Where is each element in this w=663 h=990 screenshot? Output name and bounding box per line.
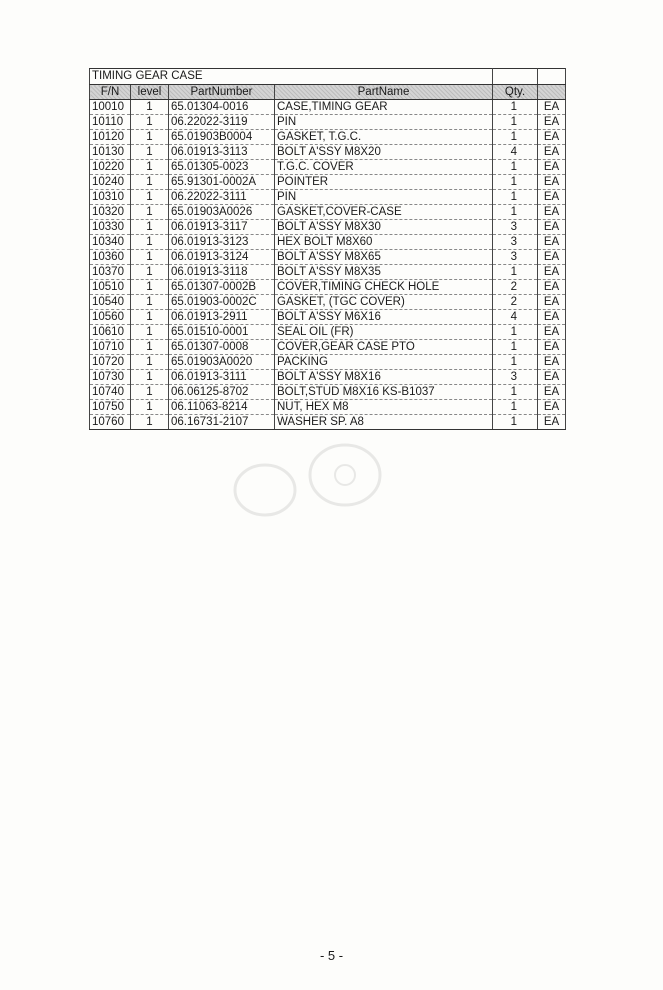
cell-partnumber: 06.22022-3111 xyxy=(169,190,275,205)
cell-fn: 10510 xyxy=(90,280,131,295)
cell-qty: 1 xyxy=(493,415,538,430)
cell-unit: EA xyxy=(538,385,566,400)
header-fn: F/N xyxy=(90,85,131,100)
cell-qty: 1 xyxy=(493,205,538,220)
cell-unit: EA xyxy=(538,415,566,430)
table-row xyxy=(90,115,566,130)
cell-partnumber: 65.01304-0016 xyxy=(169,100,275,115)
faint-background-drawing xyxy=(205,430,405,540)
cell-unit: EA xyxy=(538,160,566,175)
cell-level: 1 xyxy=(131,280,169,295)
cell-partnumber: 06.01913-3117 xyxy=(169,220,275,235)
cell-qty: 2 xyxy=(493,295,538,310)
cell-unit: EA xyxy=(538,310,566,325)
cell-partname: BOLT A'SSY M8X65 xyxy=(275,250,493,265)
cell-partnumber: 06.22022-3119 xyxy=(169,115,275,130)
cell-unit: EA xyxy=(538,205,566,220)
cell-partname: BOLT A'SSY M8X20 xyxy=(275,145,493,160)
cell-partname: BOLT A'SSY M8X16 xyxy=(275,370,493,385)
cell-qty: 1 xyxy=(493,115,538,130)
cell-qty: 3 xyxy=(493,250,538,265)
cell-fn: 10540 xyxy=(90,295,131,310)
cell-qty: 2 xyxy=(493,280,538,295)
table-row xyxy=(90,355,566,370)
title-blank-cell xyxy=(538,69,566,85)
cell-unit: EA xyxy=(538,250,566,265)
cell-unit: EA xyxy=(538,145,566,160)
cell-fn: 10330 xyxy=(90,220,131,235)
cell-qty: 1 xyxy=(493,175,538,190)
cell-partnumber: 06.16731-2107 xyxy=(169,415,275,430)
table-row xyxy=(90,220,566,235)
cell-qty: 4 xyxy=(493,145,538,160)
cell-partname: COVER,GEAR CASE PTO xyxy=(275,340,493,355)
cell-level: 1 xyxy=(131,250,169,265)
cell-level: 1 xyxy=(131,130,169,145)
cell-fn: 10320 xyxy=(90,205,131,220)
cell-qty: 1 xyxy=(493,130,538,145)
table-row xyxy=(90,130,566,145)
cell-fn: 10120 xyxy=(90,130,131,145)
cell-unit: EA xyxy=(538,400,566,415)
cell-unit: EA xyxy=(538,280,566,295)
table-row xyxy=(90,280,566,295)
table-row xyxy=(90,100,566,115)
cell-fn: 10750 xyxy=(90,400,131,415)
header-partname: PartName xyxy=(275,85,493,100)
cell-partnumber: 06.01913-3123 xyxy=(169,235,275,250)
table-row xyxy=(90,400,566,415)
table-row xyxy=(90,175,566,190)
cell-level: 1 xyxy=(131,190,169,205)
cell-level: 1 xyxy=(131,415,169,430)
cell-unit: EA xyxy=(538,220,566,235)
cell-unit: EA xyxy=(538,235,566,250)
cell-unit: EA xyxy=(538,265,566,280)
cell-qty: 1 xyxy=(493,325,538,340)
cell-fn: 10110 xyxy=(90,115,131,130)
cell-partnumber: 06.11063-8214 xyxy=(169,400,275,415)
cell-unit: EA xyxy=(538,295,566,310)
table-row xyxy=(90,265,566,280)
cell-fn: 10370 xyxy=(90,265,131,280)
table-row xyxy=(90,205,566,220)
table-row xyxy=(90,160,566,175)
cell-partname: GASKET, T.G.C. xyxy=(275,130,493,145)
cell-partnumber: 65.01510-0001 xyxy=(169,325,275,340)
table-row xyxy=(90,190,566,205)
cell-unit: EA xyxy=(538,355,566,370)
cell-partnumber: 06.01913-2911 xyxy=(169,310,275,325)
cell-qty: 1 xyxy=(493,190,538,205)
cell-level: 1 xyxy=(131,400,169,415)
cell-level: 1 xyxy=(131,370,169,385)
header-unit xyxy=(538,85,566,100)
cell-partname: T.G.C. COVER xyxy=(275,160,493,175)
cell-level: 1 xyxy=(131,325,169,340)
cell-fn: 10220 xyxy=(90,160,131,175)
cell-partname: PIN xyxy=(275,115,493,130)
cell-fn: 10710 xyxy=(90,340,131,355)
cell-partname: PACKING xyxy=(275,355,493,370)
cell-level: 1 xyxy=(131,265,169,280)
cell-level: 1 xyxy=(131,310,169,325)
cell-partnumber: 06.01913-3124 xyxy=(169,250,275,265)
cell-qty: 1 xyxy=(493,160,538,175)
header-level: level xyxy=(131,85,169,100)
cell-partname: COVER,TIMING CHECK HOLE xyxy=(275,280,493,295)
parts-table xyxy=(89,68,566,430)
cell-partnumber: 06.01913-3111 xyxy=(169,370,275,385)
cell-fn: 10130 xyxy=(90,145,131,160)
cell-partnumber: 65.01903A0020 xyxy=(169,355,275,370)
page-number: - 5 - xyxy=(319,948,344,963)
cell-qty: 3 xyxy=(493,220,538,235)
header-qty: Qty. xyxy=(493,85,538,100)
cell-fn: 10560 xyxy=(90,310,131,325)
table-row xyxy=(90,415,566,430)
cell-level: 1 xyxy=(131,355,169,370)
cell-partnumber: 06.01913-3118 xyxy=(169,265,275,280)
table-row xyxy=(90,340,566,355)
cell-unit: EA xyxy=(538,190,566,205)
cell-partname: POINTER xyxy=(275,175,493,190)
cell-qty: 4 xyxy=(493,310,538,325)
cell-partnumber: 06.01913-3113 xyxy=(169,145,275,160)
cell-fn: 10310 xyxy=(90,190,131,205)
cell-partnumber: 65.91301-0002A xyxy=(169,175,275,190)
header-partnumber: PartNumber xyxy=(169,85,275,100)
cell-level: 1 xyxy=(131,220,169,235)
cell-partname: CASE,TIMING GEAR xyxy=(275,100,493,115)
cell-level: 1 xyxy=(131,100,169,115)
cell-unit: EA xyxy=(538,115,566,130)
cell-qty: 1 xyxy=(493,265,538,280)
cell-fn: 10740 xyxy=(90,385,131,400)
cell-level: 1 xyxy=(131,160,169,175)
table-row xyxy=(90,310,566,325)
cell-level: 1 xyxy=(131,115,169,130)
cell-partnumber: 65.01307-0008 xyxy=(169,340,275,355)
cell-level: 1 xyxy=(131,175,169,190)
cell-partnumber: 65.01903B0004 xyxy=(169,130,275,145)
cell-level: 1 xyxy=(131,340,169,355)
cell-fn: 10610 xyxy=(90,325,131,340)
cell-partname: GASKET, (TGC COVER) xyxy=(275,295,493,310)
parts-list-sheet xyxy=(89,68,566,430)
cell-fn: 10360 xyxy=(90,250,131,265)
table-row xyxy=(90,295,566,310)
cell-fn: 10240 xyxy=(90,175,131,190)
cell-partname: GASKET,COVER-CASE xyxy=(275,205,493,220)
table-title: TIMING GEAR CASE xyxy=(90,69,493,85)
cell-partnumber: 06.06125-8702 xyxy=(169,385,275,400)
cell-level: 1 xyxy=(131,385,169,400)
cell-fn: 10760 xyxy=(90,415,131,430)
cell-unit: EA xyxy=(538,130,566,145)
cell-level: 1 xyxy=(131,235,169,250)
cell-qty: 1 xyxy=(493,100,538,115)
table-header-row xyxy=(90,85,566,100)
cell-unit: EA xyxy=(538,340,566,355)
table-row xyxy=(90,325,566,340)
table-row xyxy=(90,145,566,160)
cell-partnumber: 65.01307-0002B xyxy=(169,280,275,295)
cell-level: 1 xyxy=(131,145,169,160)
cell-partname: BOLT,STUD M8X16 KS-B1037 xyxy=(275,385,493,400)
cell-partname: WASHER SP. A8 xyxy=(275,415,493,430)
cell-unit: EA xyxy=(538,325,566,340)
cell-partname: PIN xyxy=(275,190,493,205)
cell-partnumber: 65.01903A0026 xyxy=(169,205,275,220)
cell-partname: SEAL OIL (FR) xyxy=(275,325,493,340)
title-blank-cell xyxy=(493,69,538,85)
table-row xyxy=(90,370,566,385)
cell-unit: EA xyxy=(538,100,566,115)
cell-fn: 10340 xyxy=(90,235,131,250)
cell-qty: 1 xyxy=(493,340,538,355)
table-row xyxy=(90,235,566,250)
cell-partname: NUT, HEX M8 xyxy=(275,400,493,415)
cell-qty: 1 xyxy=(493,400,538,415)
cell-qty: 1 xyxy=(493,385,538,400)
table-title-row xyxy=(90,69,566,85)
cell-partnumber: 65.01305-0023 xyxy=(169,160,275,175)
cell-partname: BOLT A'SSY M6X16 xyxy=(275,310,493,325)
cell-unit: EA xyxy=(538,370,566,385)
cell-fn: 10010 xyxy=(90,100,131,115)
table-row xyxy=(90,250,566,265)
cell-unit: EA xyxy=(538,175,566,190)
cell-partname: BOLT A'SSY M8X30 xyxy=(275,220,493,235)
cell-fn: 10720 xyxy=(90,355,131,370)
cell-partnumber: 65.01903-0002C xyxy=(169,295,275,310)
cell-fn: 10730 xyxy=(90,370,131,385)
cell-qty: 1 xyxy=(493,355,538,370)
table-row xyxy=(90,385,566,400)
cell-partname: HEX BOLT M8X60 xyxy=(275,235,493,250)
cell-level: 1 xyxy=(131,295,169,310)
cell-level: 1 xyxy=(131,205,169,220)
cell-qty: 3 xyxy=(493,235,538,250)
cell-partname: BOLT A'SSY M8X35 xyxy=(275,265,493,280)
cell-qty: 3 xyxy=(493,370,538,385)
